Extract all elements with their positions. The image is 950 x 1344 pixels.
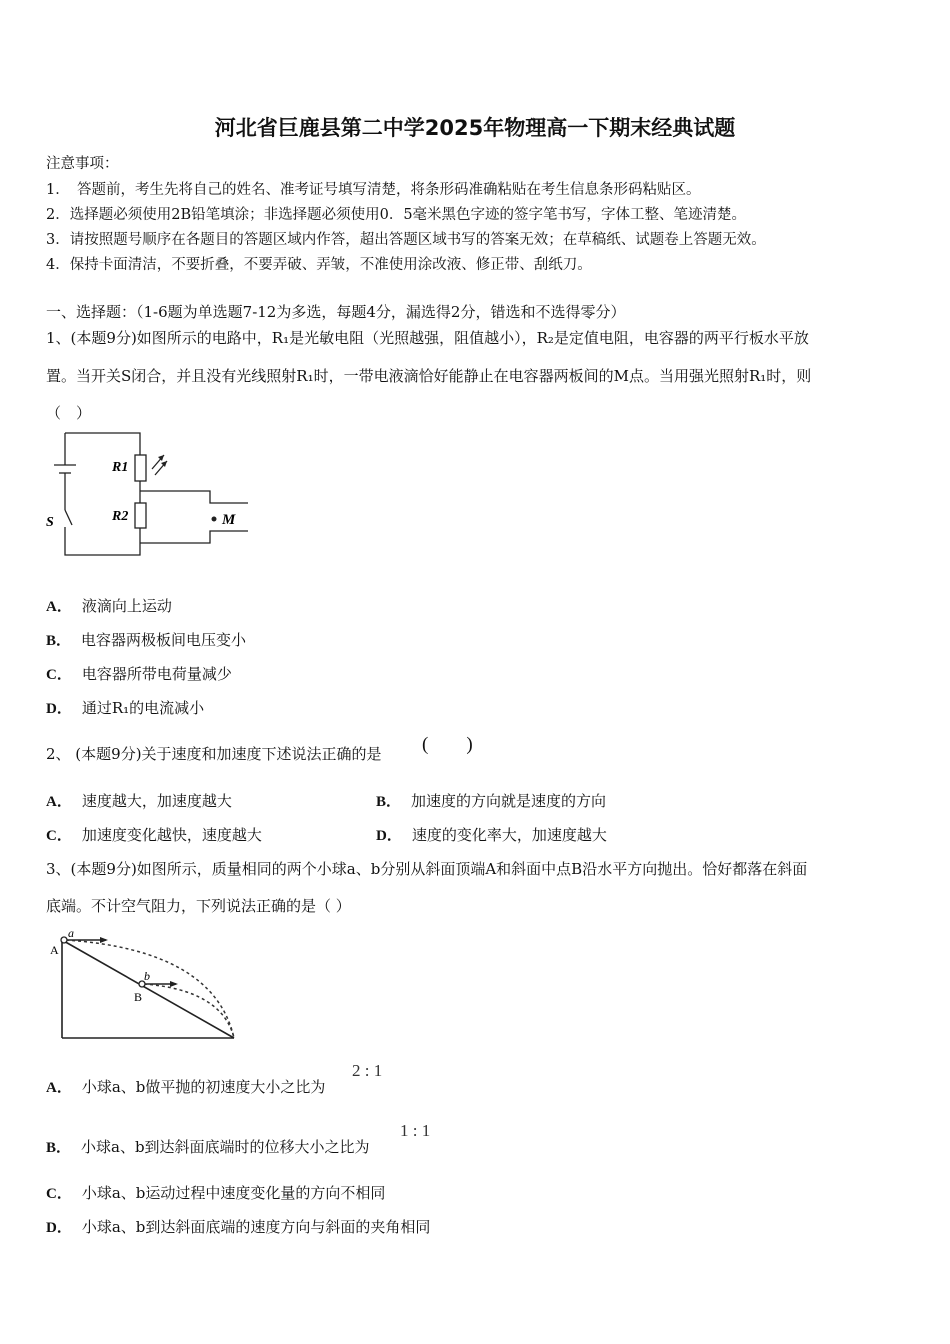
notice-item: 3．请按照题号顺序在各题目的答题区域内作答，超出答题区域书写的答案无效；在草稿纸、试题卷上答题无效。: [46, 232, 766, 248]
notice-item: 1． 答题前，考生先将自己的姓名、准考证号填写清楚，将条形码准确粘贴在考生信息条形码粘贴区。: [46, 182, 701, 198]
q1-option-b[interactable]: B． 电容器两极板间电压变小: [46, 631, 247, 649]
q2-option-a[interactable]: A． 速度越大，加速度越大: [46, 792, 232, 810]
q1-option-d[interactable]: D． 通过R₁的电流减小: [46, 699, 205, 717]
notice-heading: 注意事项：: [46, 156, 119, 172]
page-title: 河北省巨鹿县第二中学2025年物理高一下期末经典试题: [214, 116, 736, 140]
switch-label: S: [46, 515, 54, 530]
q1-option-c[interactable]: C． 电容器所带电荷量减少: [46, 665, 232, 683]
q1-circuit-figure: [40, 425, 260, 565]
q2-answer-paren: ( ): [422, 734, 473, 755]
q3-option-b[interactable]: B． 小球a、b到达斜面底端时的位移大小之比为: [46, 1138, 370, 1156]
q3-stem-line2: 底端。不计空气阻力，下列说法正确的是（ ）: [46, 897, 351, 915]
ball-a-label: a: [68, 926, 74, 940]
q2-option-c[interactable]: C． 加速度变化越快，速度越大: [46, 826, 262, 844]
point-m-label: M: [222, 512, 236, 528]
q3-stem-line1: 3、(本题9分)如图所示，质量相同的两个小球a、b分别从斜面顶端A和斜面中点B沿水平方向抛出。恰好都落在斜面: [46, 860, 808, 878]
q3-incline-figure: [44, 925, 244, 1047]
section-heading: 一、选择题：（1-6题为单选题7-12为多选，每题4分，漏选得2分，错选和不选得零分）: [46, 303, 626, 321]
q3-option-c[interactable]: C． 小球a、b运动过程中速度变化量的方向不相同: [46, 1184, 386, 1202]
q1-stem-line3: （ ）: [46, 404, 92, 422]
ball-b-label: b: [144, 969, 150, 983]
q1-option-a[interactable]: A． 液滴向上运动: [46, 597, 172, 615]
q3-option-a-ratio: 2 : 1: [352, 1061, 383, 1080]
point-a-label: A: [50, 943, 59, 957]
q1-stem-line2: 置。当开关S闭合，并且没有光线照射R₁时，一带电液滴恰好能静止在电容器两板间的M点。当用强光照射R₁时，则: [46, 367, 812, 385]
point-b-label: B: [134, 990, 143, 1004]
q2-option-b[interactable]: B． 加速度的方向就是速度的方向: [376, 792, 607, 810]
r1-label: R1: [112, 460, 129, 475]
q3-option-d[interactable]: D． 小球a、b到达斜面底端的速度方向与斜面的夹角相同: [46, 1218, 431, 1236]
notice-item: 2．选择题必须使用2B铅笔填涂；非选择题必须使用0．5毫米黑色字迹的签字笔书写，字体工整、笔迹清楚。: [46, 207, 747, 223]
q2-stem: 2、 (本题9分)关于速度和加速度下述说法正确的是: [46, 745, 382, 763]
r2-label: R2: [112, 509, 129, 524]
q3-option-a[interactable]: A． 小球a、b做平抛的初速度大小之比为: [46, 1078, 326, 1096]
notice-item: 4．保持卡面清洁，不要折叠，不要弄破、弄皱，不准使用涂改液、修正带、刮纸刀。: [46, 257, 592, 273]
q1-stem-line1: 1、(本题9分)如图所示的电路中，R₁是光敏电阻（光照越强，阻值越小），R₂是定值电阻，电容器的两平行板水平放: [46, 329, 809, 347]
q2-option-d[interactable]: D． 速度的变化率大，加速度越大: [376, 826, 607, 844]
q3-option-b-ratio: 1 : 1: [400, 1121, 431, 1140]
